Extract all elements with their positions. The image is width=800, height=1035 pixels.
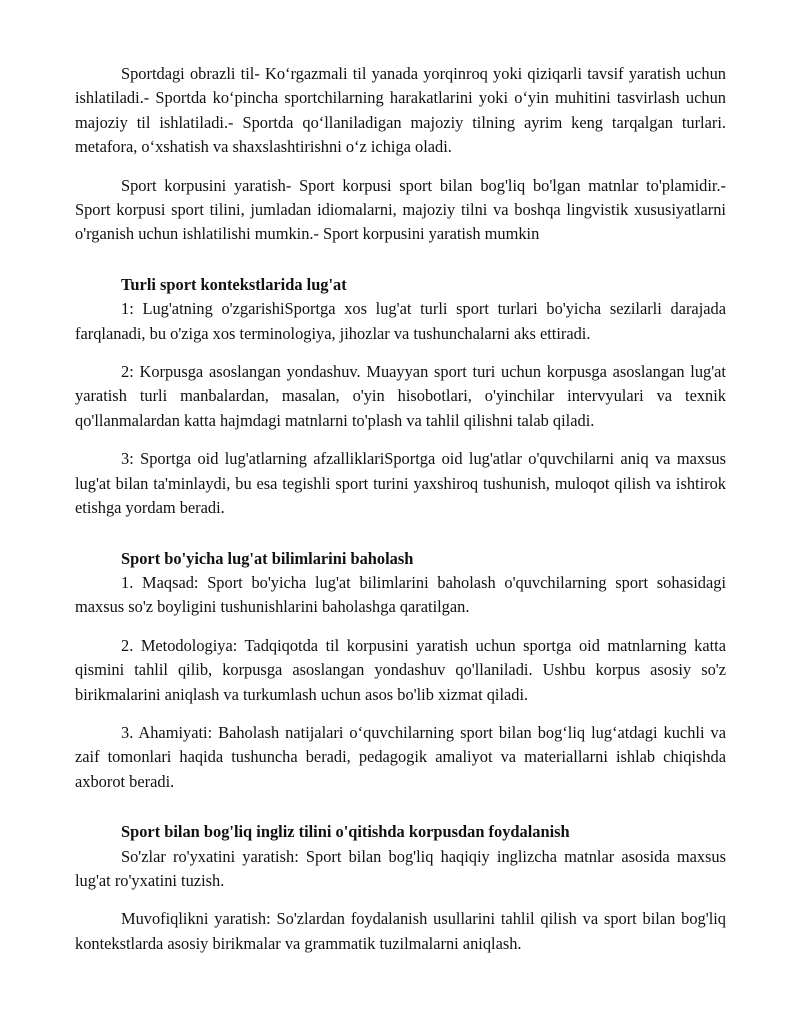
paragraph-sport-corpus: Sport korpusini yaratish- Sport korpusi sport bilan bog'liq bo'lgan matnlar to'plamidir.- Sport korpusi sport tilini, jumladan idiomalarni, majoziy tilni va boshqa lingvistik xususiyatlarni o'rganish uchun ishlatilishi mumkin.- Sport korpusini yaratish mumkin bbox=[75, 175, 726, 244]
list-item: 2. Metodologiya: Tadqiqotda til korpusini yaratish uchun sportga oid matnlarning katta qismini tahlil qilib, korpusga asoslangan yondashuv qo'llaniladi. Ushbu korpus asosiy so'z birikmalarini aniqlash va turkumlash uchun asos bo'lib xizmat qiladi. bbox=[75, 635, 726, 704]
section-heading-vocabulary-assessment: Sport bo'yicha lug'at bilimlarini baholash bbox=[121, 548, 414, 568]
document-page bbox=[75, 62, 726, 956]
list-item: 1: Lug'atning o'zgarishiSportga xos lug'at turli sport turlari bo'yicha sezilarli darajada farqlanadi, bu o'ziga xos terminologiya, jihozlar va tushunchalarni aks ettiradi. bbox=[75, 299, 726, 343]
section-heading-vocabulary-contexts: Turli sport kontekstlarida lug'at bbox=[121, 274, 347, 294]
section-heading-corpus-teaching: Sport bilan bog'liq ingliz tilini o'qitishda korpusdan foydalanish bbox=[121, 822, 570, 842]
paragraph-figurative-language: Sportdagi obrazli til- Ko‘rgazmali til yanada yorqinroq yoki qiziqarli tavsif yaratish uchun ishlatiladi.- Sportda ko‘pincha sportchilarning harakatlarini yoki o‘yin muhitini tasvirlash uchun majoziy til ishlatiladi.- Sportda qo‘llaniladigan majoziy tilning ayrim keng tarqalgan turlari. metafora, o‘xshatish va shaxslashtirishni o‘z ichiga oladi. bbox=[75, 64, 726, 157]
list-item: Muvofiqlikni yaratish: So'zlardan foydalanish usullarini tahlil qilish va sport bilan bog'liq kontekstlarda asosiy birikmalar va grammatik tuzilmalarni aniqlash. bbox=[75, 909, 726, 953]
list-item: 2: Korpusga asoslangan yondashuv. Muayyan sport turi uchun korpusga asoslangan lug'at yaratish turli manbalardan, masalan, o'yin hisobotlari, o'yinchilar intervyulari va texnik qo'llanmalardan katta hajmdagi matnlarni to'plash va tahlil qilishni talab qiladi. bbox=[75, 362, 726, 430]
list-item: 1. Maqsad: Sport bo'yicha lug'at bilimlarini baholash o'quvchilarning sport sohasidagi maxsus so'z boyligini tushunishlarini baholashga qaratilgan. bbox=[75, 572, 726, 617]
list-item: 3. Ahamiyati: Baholash natijalari o‘quvchilarning sport bilan bog‘liq lug‘atdagi kuchli va zaif tomonlari haqida tushuncha beradi, pedagogik amaliyot va materiallarni ishlab chiqishda axborot beradi. bbox=[75, 722, 726, 791]
list-item: 3: Sportga oid lug'atlarning afzalliklariSportga oid lug'atlar o'quvchilarni aniq va maxsus lug'at bilan ta'minlaydi, bu esa tegishli sport turini yaxshiroq tushunish, muloqot qilish va ishtirok etishga yordam beradi. bbox=[75, 449, 726, 518]
list-item: So'zlar ro'yxatini yaratish: Sport bilan bog'liq haqiqiy inglizcha matnlar asosida maxsus lug'at ro'yxatini tuzish. bbox=[75, 846, 726, 890]
